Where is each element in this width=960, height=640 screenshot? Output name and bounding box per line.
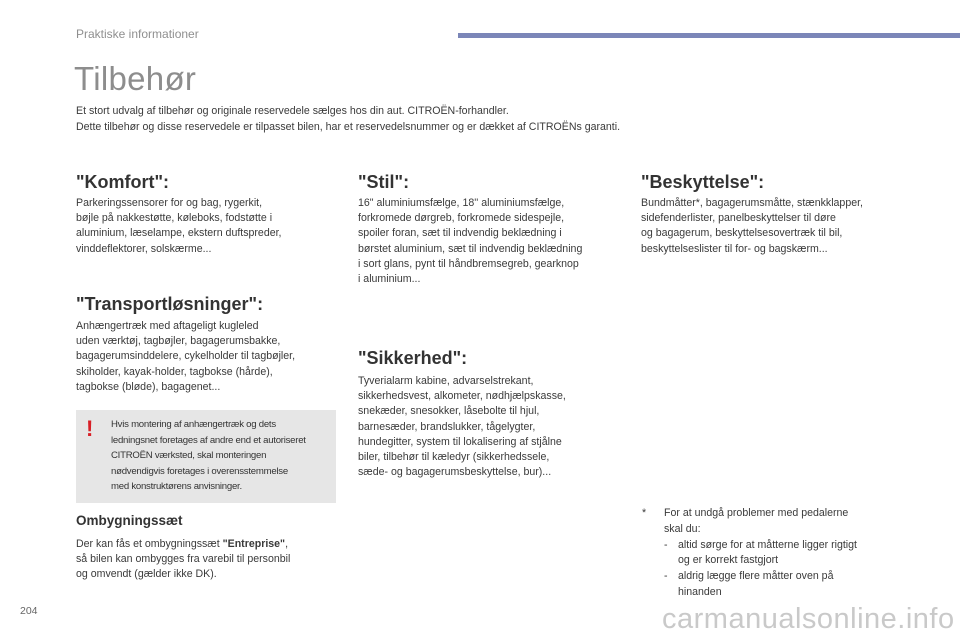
intro [76,104,876,135]
intro-line: Et stort udvalg af tilbehør og originale reservedele sælges hos din aut. CITROËN-forhandler. [76,105,509,117]
komfort-text [76,196,282,257]
text-line: med konstruktørens anvisninger. [111,481,242,493]
warning-box [76,410,336,503]
text-line: bøjle på nakkestøtte, køleboks, fodstøtte i [76,212,273,225]
header-bar [458,33,960,38]
text-line: biler, tilbehør til kæledyr (sikkerhedssele, [358,451,550,464]
text-line: uden værktøj, tagbøjler, bagagerumsbakke, [76,335,281,348]
text-line: Tyverialarm kabine, advarselstrekant, [358,375,534,387]
text-span: skal du: [664,522,701,535]
text-line: aluminium, læselampe, ekstern duftspreder, [76,227,282,240]
text-line: beskyttelseslister til for- og bagskærm... [641,242,828,255]
text-span: aldrig lægge flere måtter oven på [678,570,834,583]
page-number: 204 [20,605,38,617]
text-line: Hvis montering af anhængertræk og dets [111,419,276,430]
page-title: Tilbehør [74,60,197,97]
text-line: nødvendigvis foretages i overensstemmelse [111,465,288,477]
beskyttelse-heading: "Beskyttelse": [641,172,765,192]
text-line: tagbokse (bløde), bagagenet... [76,380,221,393]
komfort-heading: "Komfort": [76,172,170,192]
fn-line [642,569,857,585]
text-line: Parkeringssensorer for og bag, rygerkit, [76,197,263,209]
text-span: For at undgå problemer med pedalerne [664,507,849,519]
fn-line [642,538,857,554]
text-line: børstet aluminium, sæt til indvendig beklædning [358,242,583,255]
section-label: Praktiske informationer [76,27,199,41]
dash: - [664,570,668,583]
text-span: og er korrekt fastgjort [678,554,779,567]
text-line: forkromede dørgreb, forkromede sidespejle, [358,212,565,225]
text-span: hinanden [678,585,722,598]
text-line: Bundmåtter*, bagagerumsmåtte, stænkklapper, [641,197,863,209]
text-line: vinddeflektorer, solskærme... [76,242,212,255]
watermark: carmanualsonline.info [662,603,955,635]
text-span: , [285,538,289,550]
transport-text [76,319,295,395]
text-line: CITROËN værksted, skal monteringen [111,450,267,462]
fn-line [642,553,857,569]
text-line: 16" aluminiumsfælge, 18'' aluminiumsfælge, [358,197,565,209]
text-line: ledningsnet foretages af andre end et autoriseret [111,434,306,446]
text-line: sikkerhedsvest, alkometer, nødhjælpskasse, [358,390,566,403]
text-line: hundegitter, system til lokalisering af stjålne [358,435,562,448]
footnote [642,506,857,601]
sikkerhed-text [358,374,566,480]
stil-text [358,196,582,287]
text-line: bagagerumsinddelere, cykelholder til tagbøjler, [76,350,296,363]
text-line: i aluminium... [358,273,421,286]
text-line: Anhængertræk med aftageligt kugleled [76,320,259,332]
stil-heading: "Stil": [358,172,410,192]
text-line: og omvendt (gælder ikke DK). [76,568,217,581]
text-line: barnesæder, brandslukker, tågelygter, [358,420,536,433]
ombygning-text [76,537,290,583]
entreprise-bold: "Entreprise" [222,538,286,550]
warning-text [111,417,306,495]
intro-line: Dette tilbehør og disse reservedele er tilpasset bilen, har et reservedelsnummer og er dækket af CITROËNs garanti. [76,120,621,133]
fn-line [642,522,857,538]
text-line: snekæder, snesokker, låsebolte til hjul, [358,405,540,418]
footnote-marker: * [642,507,647,519]
text-line: og bagagerum, beskyttelsesovertræk til bil, [641,227,843,240]
text-span: Der kan fås et ombygningssæt [76,538,223,550]
text-line: spoiler foran, sæt til indvendig beklædning i [358,227,562,240]
text-line: sæde- og bagagerumsbeskyttelse, bur)... [358,466,552,479]
dash: - [664,538,668,551]
sikkerhed-heading: "Sikkerhed": [358,348,468,368]
text-line: sidefenderlister, panelbeskyttelser til døre [641,212,836,225]
text-line [76,537,290,552]
text-line: så bilen kan ombygges fra varebil til personbil [76,553,291,566]
text-span: altid sørge for at måtterne ligger rigtigt [678,538,857,551]
text-line: skiholder, kayak-holder, tagbokse (hårde), [76,365,273,378]
ombygning-heading: Ombygningssæt [76,513,183,528]
transport-heading: "Transportløsninger": [76,294,264,314]
fn-line [642,506,857,522]
warning-icon: ! [86,416,94,441]
text-line: i sort glans, pynt til håndbremsegreb, gearknop [358,257,579,270]
beskyttelse-text [641,196,863,257]
fn-line [642,585,857,601]
